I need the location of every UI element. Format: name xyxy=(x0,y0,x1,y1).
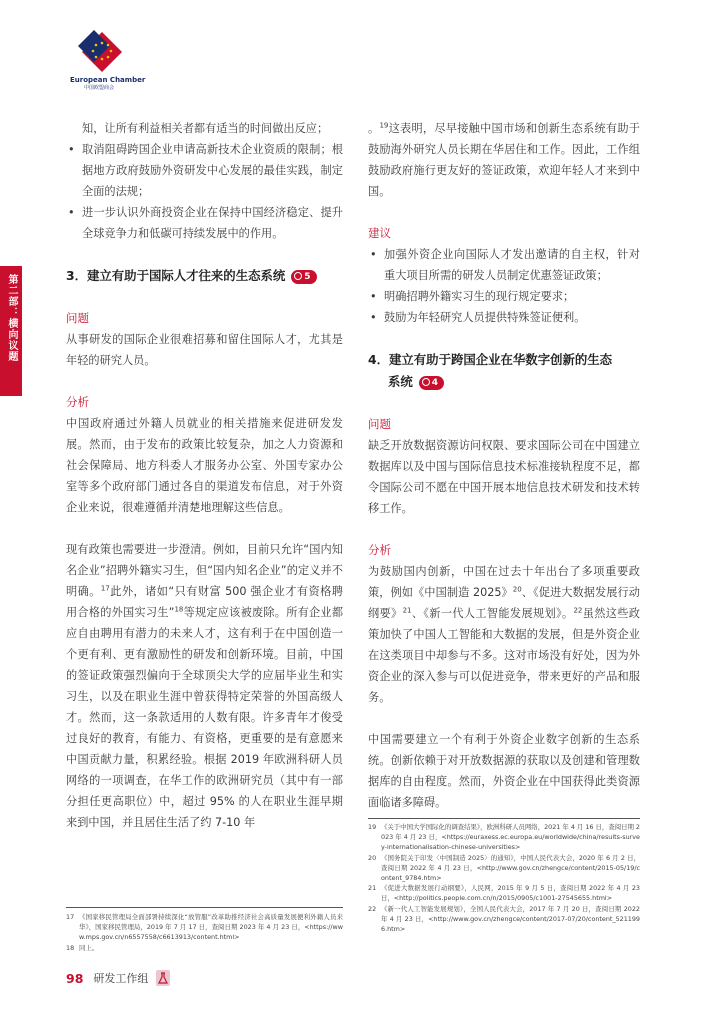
left-footnotes xyxy=(66,912,343,953)
list-item: • 取消阻碍跨国企业申请高新技术企业资质的限制；根据地方政府鼓励外资研发中心发展的最佳实践，制定全面的法规； xyxy=(66,139,343,202)
footnote-ref: 21 xyxy=(402,606,412,615)
working-group-label: 研发工作组 xyxy=(93,972,149,985)
target-icon xyxy=(422,378,430,386)
problem-text: 缺乏开放数据资源访问权限、要求国际公司在中国建立数据库以及中国与国际信息技术标准接轨程度不足，都令国际公司不愿在中国开展本地信息技术研发和技术转移工作。 xyxy=(368,439,640,515)
footnote-divider xyxy=(368,818,640,819)
footnote-item: 17 《国家移民管理局全面部署持续深化“放管服”改革助推经济社会高质量发展便利外籍人员来华》，国家移民管理局，2019 年 7 月 17 日，查阅日期 2023 年 4 月 23 日，<https://www.mps.gov.cn/n6557558/c6613913/content.html> xyxy=(66,913,343,942)
right-footnotes xyxy=(368,822,640,934)
analysis-paragraph: 中国需要建立一个有利于外资企业数字创新的生态系统。创新依赖于对开放数据源的获取以及创建和管理数据库的自由程度。然而，外资企业在中国获得此类资源面临诸多障碍。 xyxy=(368,733,640,809)
footnote-item: 18 同上。 xyxy=(66,943,99,952)
continuation-text: 。$^{19}$这表明，尽早接触中国市场和创新生态系统有助于鼓励海外研究人员长期在华居住和工作。因此，工作组鼓励政府施行更友好的签证政策，欢迎年轻人才来到中国。 xyxy=(368,121,640,198)
footnote-ref: 20 xyxy=(512,585,522,594)
section-side-tab xyxy=(0,266,22,396)
footnote-ref: 22 xyxy=(573,606,583,615)
page-footer xyxy=(66,970,170,986)
footnote-item: 22 《新一代人工智能发展规划》，全国人民代表大会，2017 年 7 月 20 日，查阅日期 2022 年 4 月 23 日，<http://www.gov.cn/zhengce/content/2017-07/20/content_5211996.htm> xyxy=(368,904,640,934)
problem-text: 从事研发的国际企业很难招募和留住国际人才，尤其是年轻的研究人员。 xyxy=(66,333,343,367)
target-icon xyxy=(294,272,302,280)
logo-name-cn: 中国欧盟商会 xyxy=(84,85,115,91)
analysis-label: 分析 xyxy=(368,543,391,557)
logo-name-en: European Chamber xyxy=(70,76,146,84)
recommendation-list xyxy=(368,244,640,328)
problem-label: 问题 xyxy=(368,417,391,431)
european-chamber-logo xyxy=(70,28,146,91)
list-item: • 进一步认识外商投资企业在保持中国经济稳定、提升全球竞争力和低碳可持续发展中的作用。 xyxy=(66,202,343,244)
side-tab-label: 第二部：横向议题 xyxy=(6,274,17,362)
flask-icon xyxy=(156,970,170,986)
right-column xyxy=(368,118,640,813)
section-badge: 5 xyxy=(291,270,316,284)
recommendation-label: 建议 xyxy=(368,226,391,240)
section-3-title: 3．建立有助于国际人才往来的生态系统 5 xyxy=(66,265,343,287)
chamber-emblem-icon xyxy=(78,28,132,74)
footnote-ref: 18 xyxy=(174,605,184,614)
footnote-ref: 17 xyxy=(100,584,110,593)
analysis-label: 分析 xyxy=(66,395,89,409)
list-item: • 明确招聘外籍实习生的现行规定要求； xyxy=(368,286,640,307)
section-badge: 4 xyxy=(419,376,444,390)
top-bullet-list xyxy=(66,139,343,244)
footnote-divider xyxy=(66,907,343,908)
problem-label: 问题 xyxy=(66,311,89,325)
analysis-paragraph: 中国政府通过外籍人员就业的相关措施来促进研发发展。然而，由于发布的政策比较复杂，加之人力资源和社会保障局、地方科委人才服务办公室、外国专家办公室等多个政府部门通过各自的渠道发布信息，对于外资企业来说，很难遵循并清楚地理解这些信息。 xyxy=(66,417,343,514)
analysis-paragraph: 为鼓励国内创新，中国在过去十年出台了多项重要政策，例如《中国制造 2025》$^{20}$、《促进大数据发展行动纲要》$^{21}$、《新一代人工智能发展规划》。$^{22}$虽然这些政策加快了中国人工智能和大数据的发展，但是外资企业在这类项目中却参与不多。这对市场没有好处，因为外资企业的深入参与可以促进竞争，带来更好的产品和服务。 xyxy=(368,565,640,704)
footnote-ref: 19 xyxy=(379,121,389,130)
section-4-title: 4．建立有助于跨国企业在华数字创新的生态 系统 4 xyxy=(368,352,613,389)
analysis-paragraph: 现有政策也需要进一步澄清。例如，目前只允许“国内知名企业”招聘外籍实习生，但“国内知名企业”的定义并不明确。$^{17}$此外，诸如“只有财富 500 强企业才有资格聘用合格的外国实习生”$^{18}$等规定应该被废除。所有企业都应自由聘用有潜力的未来人才，这有利于在中国创造一个更有利、更有激励性的研发和创新环境。目前，中国的签证政策强烈偏向于全球顶尖大学的应届毕业生和实习生，以及在职业生涯中曾获得特定荣誉的外国高级人才。然而，这一条款适用的人数有限。许多青年才俊受过良好的教育，有能力、有资格，更重要的是有意愿来中国贡献力量，积累经验。根据 2019 年欧洲科研人员网络的一项调查，在华工作的欧洲研究员（其中有一部分担任更高职位）中，超过 95% 的人在职业生涯早期来到中国，并且居住生活了约 7-10 年 xyxy=(66,543,344,829)
continuation-text: 知，让所有利益相关者都有适当的时间做出反应； xyxy=(82,122,329,135)
list-item: • 加强外资企业向国际人才发出邀请的自主权，针对重大项目所需的研发人员制定优惠签证政策； xyxy=(368,244,640,286)
page-number: 98 xyxy=(66,970,84,986)
footnote-item: 19 《关于中国大学国际化的调查结果》，欧洲科研人员网络，2021 年 4 月 16 日，查阅日期 2023 年 4 月 23 日，<https://euraxess.ec.europa.eu/worldwide/china/results-survey-internationalisation-chinese-universities> xyxy=(368,823,640,852)
list-item: • 鼓励为年轻研究人员提供特殊签证便利。 xyxy=(368,307,640,328)
footnote-item: 21 《促进大数据发展行动纲要》，人民网，2015 年 9 月 5 日，查阅日期 2022 年 4 月 23 日，<http://politics.people.com.cn/n/2015/0905/c1001-27545655.html> xyxy=(368,884,640,903)
left-column xyxy=(66,118,343,833)
footnote-item: 20 《国务院关于印发〈中国制造 2025〉的通知》，中国人民代表大会，2020 年 6 月 2 日，查阅日期 2022 年 4 月 23 日，<http://www.gov.cn/zhengce/content/2015-05/19/content_9784.htm> xyxy=(368,853,640,883)
